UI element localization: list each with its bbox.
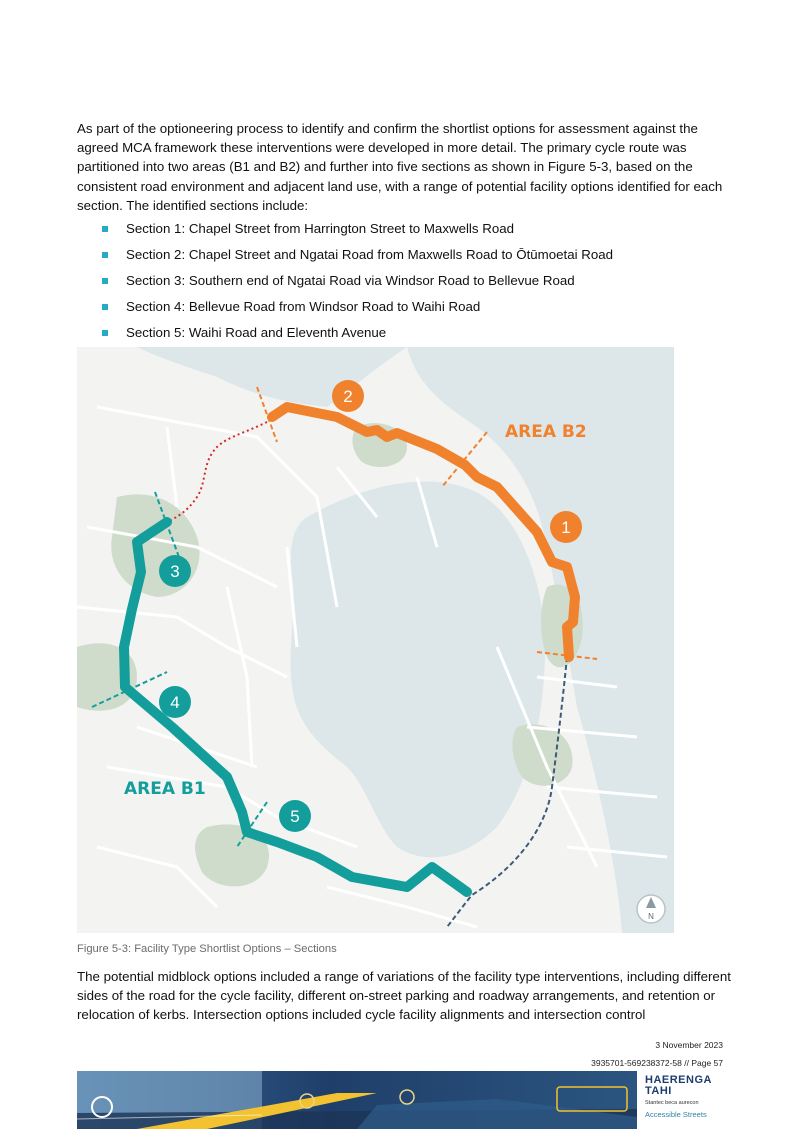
document-reference: 3935701-569238372-58 // Page 57 [591,1058,723,1068]
footer-banner-image [77,1071,637,1129]
outro-paragraph: The potential midblock options included a range of variations of the facility type interventions, including different sides of the road for the cycle facility, different on-street parking and roadway arrangements, and retention or relocation of kerbs. Intersection options included cycle facility alignments and intersection control [77,969,731,1023]
list-item [100,320,613,346]
marker-4 [159,686,191,718]
marker-5-label: 5 [290,807,300,826]
footer-illustration [77,1071,637,1129]
area-b2-label: AREA B2 [505,422,587,442]
section-5-text: Section 5: Waihi Road and Eleventh Avenue [126,325,387,340]
list-item [100,268,613,294]
list-item [100,294,613,320]
bullet-square-icon [102,252,108,258]
bullet-square-icon [102,304,108,310]
marker-3-label: 3 [170,562,180,581]
area-b1-label: AREA B1 [124,779,206,799]
section-list [100,216,613,346]
list-item [100,216,613,242]
section-2-text: Section 2: Chapel Street and Ngatai Road from Maxwells Road to Ōtūmoetai Road [126,247,614,262]
bullet-square-icon [102,226,108,232]
map-graphic [77,347,674,933]
marker-2-label: 2 [343,387,353,406]
document-date: 3 November 2023 [655,1040,723,1050]
figure-caption: Figure 5-3: Facility Type Shortlist Options – Sections [77,943,337,955]
section-4-text: Section 4: Bellevue Road from Windsor Road to Waihi Road [126,299,481,314]
brand-tagline: Accessible Streets [645,1110,707,1119]
marker-2 [332,380,364,412]
north-arrow-icon [637,895,665,923]
bullet-square-icon [102,278,108,284]
marker-1 [550,511,582,543]
bullet-square-icon [102,330,108,336]
marker-3 [159,555,191,587]
brand-name-line2: TAHI [645,1085,672,1097]
marker-4-label: 4 [170,693,180,712]
section-3-text: Section 3: Southern end of Ngatai Road via Windsor Road to Bellevue Road [126,273,575,288]
partners-logos: Stantec beca aurecon [645,1100,699,1106]
marker-1-label: 1 [561,518,571,537]
marker-5 [279,800,311,832]
brand-name-line1: HAERENGA [645,1074,712,1086]
route-sections-map [77,347,674,933]
intro-paragraph: As part of the optioneering process to identify and confirm the shortlist options for assessment against the agreed MCA framework these interventions were developed in more detail. The primary cycle route was partitioned into two areas (B1 and B2) and further into five sections as shown in Figure 5-3, based on the consistent road environment and adjacent land use, with a range of potential facility options identified for each section. The identified sections include: [77,121,723,213]
brand-block [645,1075,730,1130]
list-item [100,242,613,268]
section-1-text: Section 1: Chapel Street from Harrington Street to Maxwells Road [126,221,515,236]
north-label: N [648,912,654,921]
